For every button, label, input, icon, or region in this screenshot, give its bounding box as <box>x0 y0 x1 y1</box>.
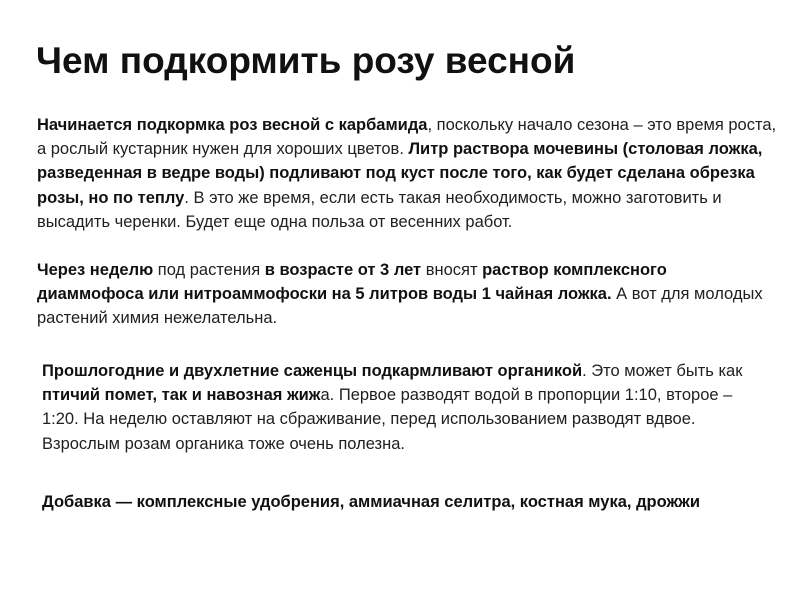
paragraph-complex-fertilizer <box>37 258 777 331</box>
text-segment: под растения <box>153 261 265 279</box>
text-segment: вносят <box>421 261 483 279</box>
text-segment: . В это же время, если есть такая необходимость, можно заготовить и высадить черенки. Будет еще одна польза от весенних работ. <box>37 188 722 231</box>
bold-text-segment: Начинается подкормка роз весной с карбамида <box>37 116 428 134</box>
paragraph-organic-feeding <box>42 359 747 456</box>
text-segment: . Это может быть как <box>582 362 743 380</box>
bold-text-segment: птичий помет, так и навозная жиж <box>42 386 321 405</box>
text-segment: , поскольку начало сезона – это время роста, а рослый кустарник нужен для хороших цветов. <box>37 116 777 159</box>
bold-text-segment: Через неделю <box>37 261 154 279</box>
paragraph-additives <box>42 490 772 514</box>
page-title: Чем подкормить розу весной <box>36 40 576 81</box>
bold-text-segment: Прошлогодние и двухлетние саженцы подкармливают органикой <box>42 362 583 380</box>
bold-text-segment: в возрасте от 3 лет <box>264 261 422 279</box>
bold-text-segment: раствор комплексного диаммофоса или нитроаммофоски на 5 литров воды 1 чайная ложка. <box>37 261 667 304</box>
text-segment: А вот для молодых растений химия нежелательна. <box>37 285 763 328</box>
text-segment: а. Первое разводят водой в пропорции 1:10, второе – 1:20. На неделю оставляют на сбраживание, перед использованием разводят вдвое. Взрослым розам органика тоже очень полезна. <box>42 386 733 453</box>
paragraph-urea-feeding <box>37 113 777 234</box>
bold-text-segment: Литр раствора мочевины (столовая ложка, разведенная в ведре воды) подливают под куст после того, как будет сделана обрезка розы, но по теплу <box>37 140 763 207</box>
bold-text-segment: Добавка — комплексные удобрения, аммиачная селитра, костная мука, дрожжи <box>42 493 701 511</box>
